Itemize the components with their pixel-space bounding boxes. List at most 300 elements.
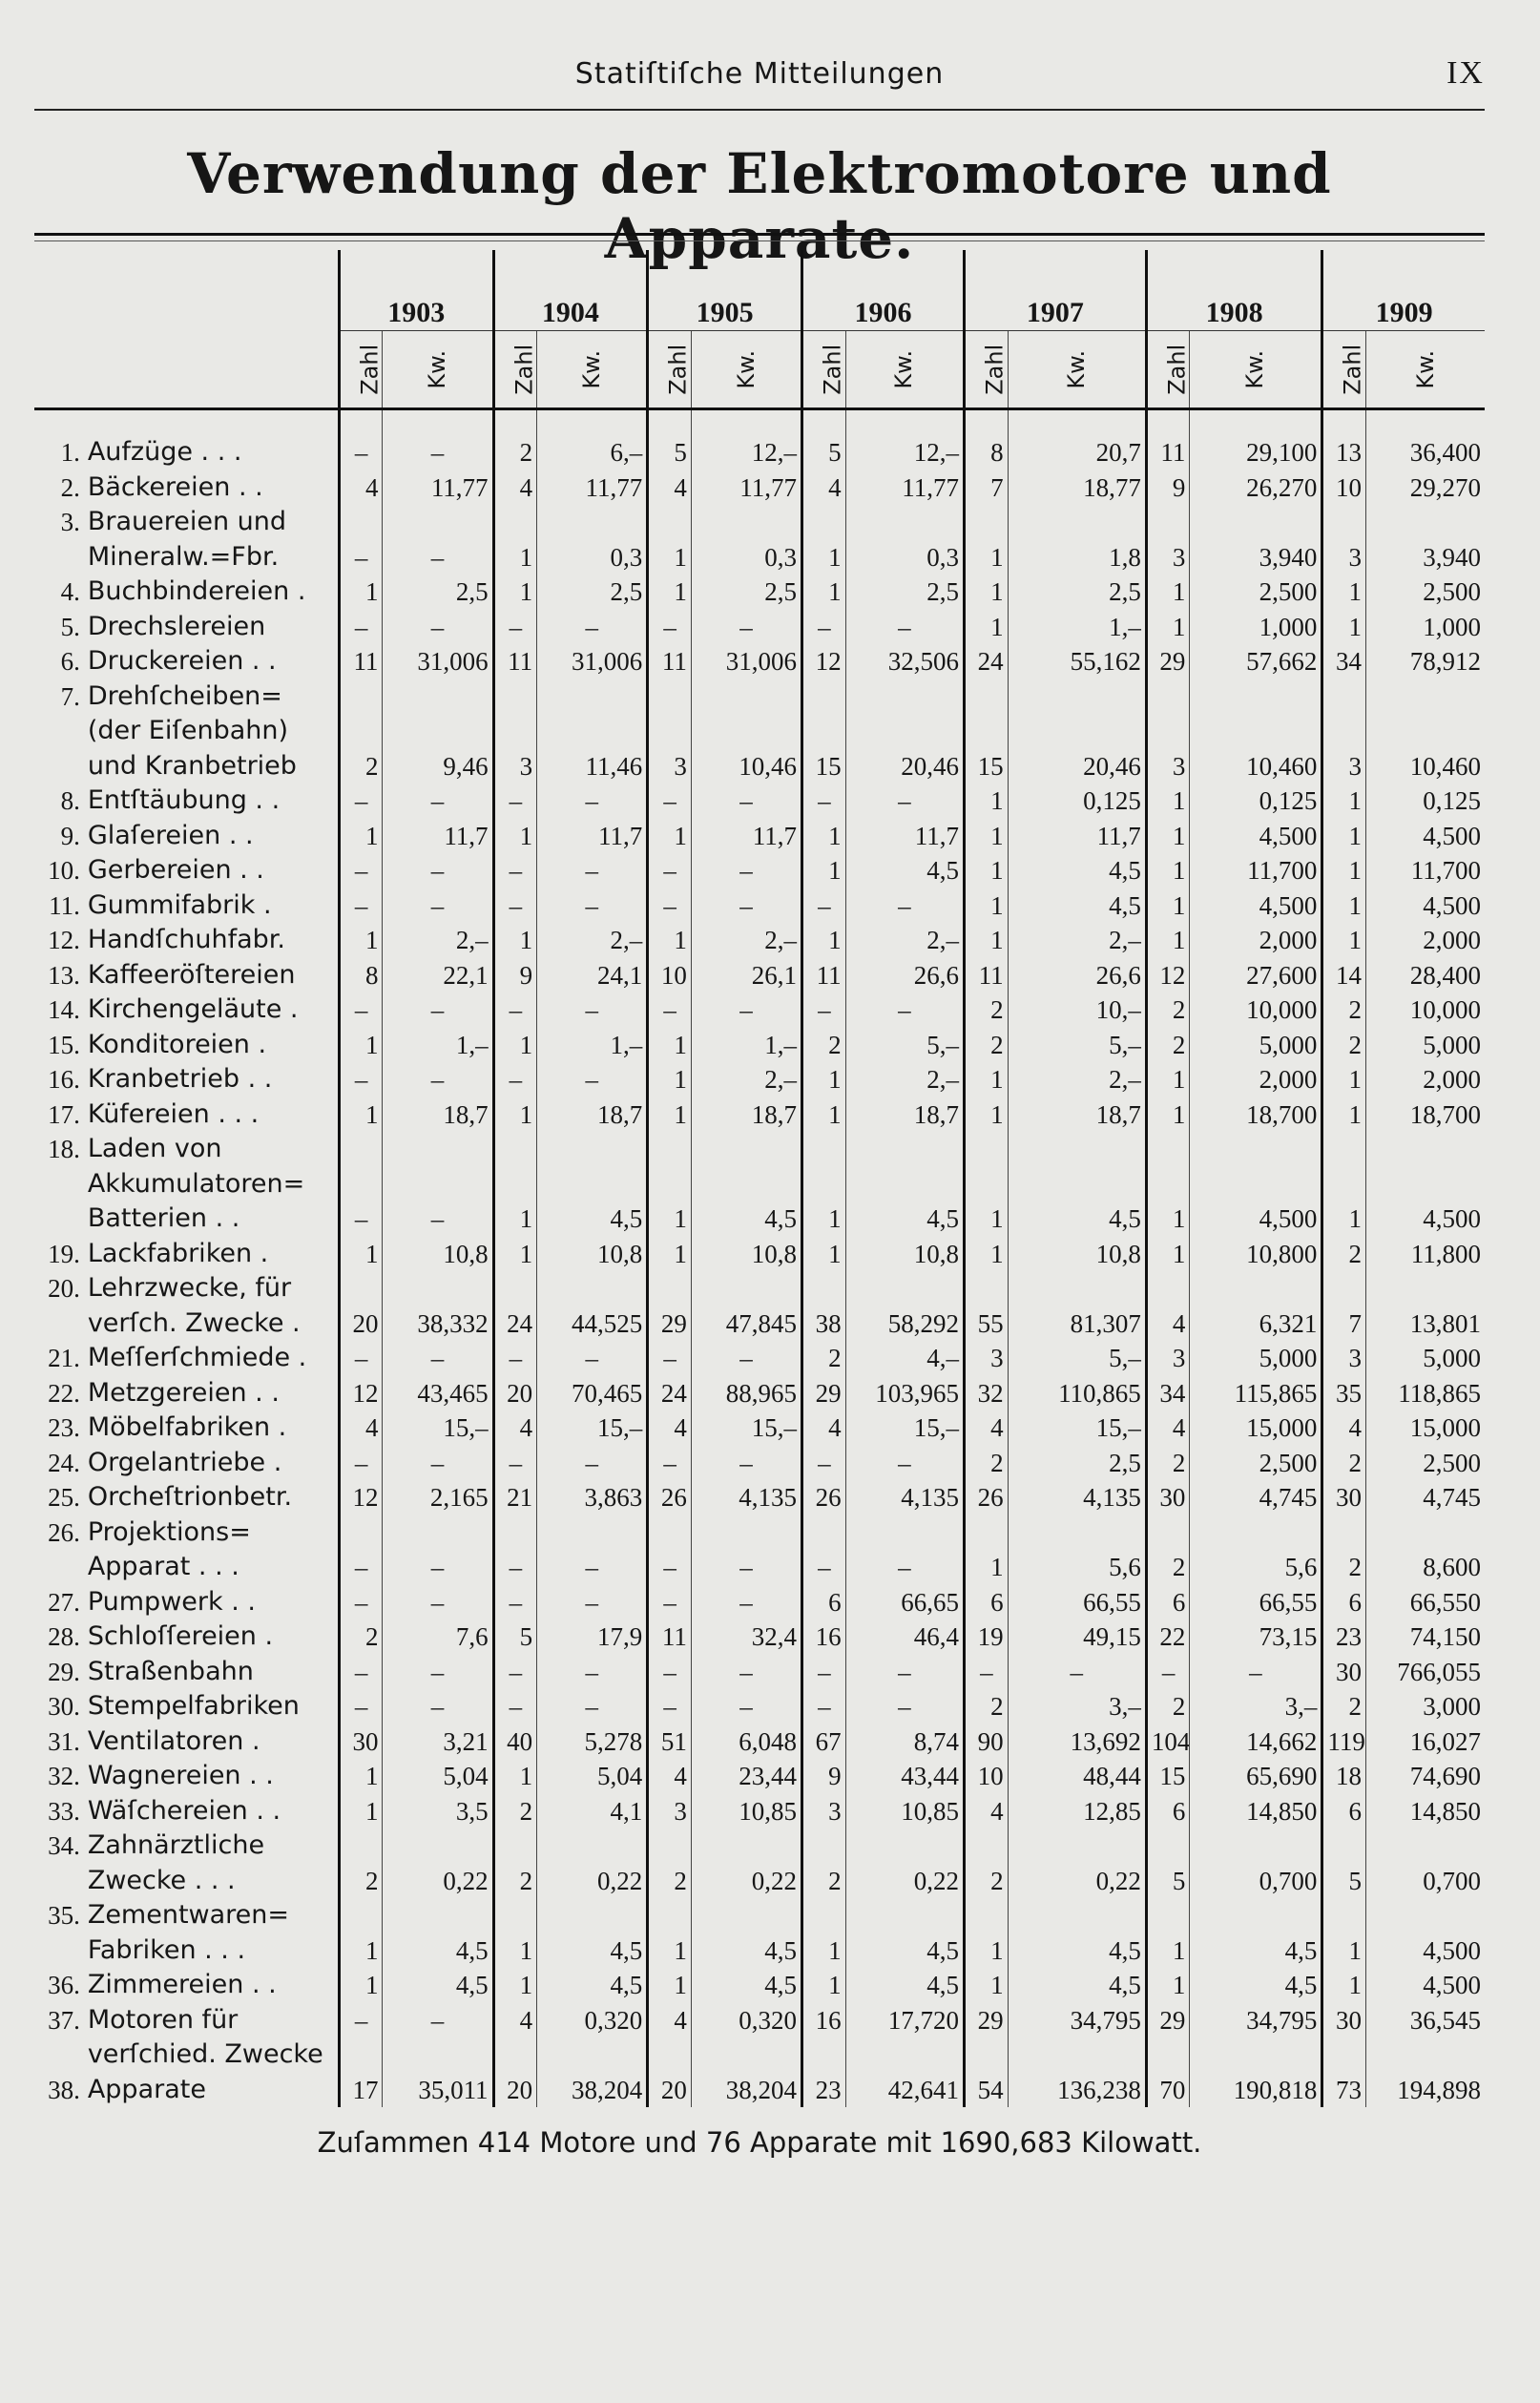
table-row bbox=[34, 1376, 1485, 1411]
count-cell: 1 bbox=[965, 819, 1009, 854]
kw-cell: 18,7 bbox=[537, 1097, 648, 1133]
count-cell: 35 bbox=[1322, 1376, 1366, 1411]
row-label: Motoren für bbox=[87, 2004, 239, 2035]
kw-cell bbox=[691, 1515, 801, 1551]
count-label: Zahl bbox=[1163, 344, 1190, 395]
count-cell: 6 bbox=[1322, 1585, 1366, 1620]
kw-cell: 4,5 bbox=[1008, 1968, 1146, 2003]
kw-cell: 194,898 bbox=[1365, 2073, 1485, 2108]
count-cell bbox=[648, 1167, 692, 1202]
count-cell: 38 bbox=[802, 1306, 846, 1342]
count-cell: 11 bbox=[965, 958, 1009, 993]
row-number: 30. bbox=[48, 1692, 80, 1721]
row-number: 4. bbox=[60, 577, 80, 606]
kw-cell: 4,500 bbox=[1365, 1933, 1485, 1969]
table-row bbox=[34, 1480, 1485, 1515]
kw-cell: 26,270 bbox=[1190, 470, 1322, 506]
row-number: 18. bbox=[48, 1135, 80, 1163]
count-cell: 5 bbox=[648, 435, 692, 470]
row-number: 28. bbox=[48, 1622, 80, 1651]
kw-cell: 11,77 bbox=[845, 470, 964, 506]
count-cell: 6 bbox=[965, 1585, 1009, 1620]
count-cell: 9 bbox=[493, 958, 537, 993]
kw-cell: – bbox=[537, 784, 648, 819]
count-cell bbox=[1322, 1515, 1366, 1551]
kw-cell: 34,795 bbox=[1190, 2003, 1322, 2038]
kw-cell: 1,000 bbox=[1365, 610, 1485, 645]
count-cell: 9 bbox=[1146, 470, 1190, 506]
count-cell bbox=[965, 1167, 1009, 1202]
count-cell: 1 bbox=[493, 575, 537, 610]
count-cell: 12 bbox=[1146, 958, 1190, 993]
count-cell: 4 bbox=[648, 1410, 692, 1446]
kw-cell bbox=[845, 505, 964, 540]
kw-cell: 58,292 bbox=[845, 1306, 964, 1342]
count-cell: 10 bbox=[1322, 470, 1366, 506]
kw-cell: 18,700 bbox=[1365, 1097, 1485, 1133]
kw-cell bbox=[537, 2037, 648, 2073]
kw-cell: – bbox=[537, 1446, 648, 1481]
count-cell: 1 bbox=[802, 1097, 846, 1133]
count-cell bbox=[802, 2037, 846, 2073]
kw-cell: 10,46 bbox=[691, 749, 801, 784]
table-row bbox=[34, 575, 1485, 610]
count-cell: 4 bbox=[802, 1410, 846, 1446]
table-row bbox=[34, 853, 1485, 888]
title-rule-thin bbox=[34, 240, 1485, 241]
kw-cell: 35,011 bbox=[383, 2073, 493, 2108]
count-cell: 1 bbox=[1146, 575, 1190, 610]
count-cell: 2 bbox=[1146, 1689, 1190, 1724]
count-cell: 11 bbox=[339, 644, 383, 679]
kw-cell bbox=[691, 1167, 801, 1202]
count-cell: 1 bbox=[1146, 1933, 1190, 1969]
count-cell: – bbox=[802, 1655, 846, 1690]
kw-cell bbox=[691, 1271, 801, 1306]
kw-cell bbox=[1008, 1515, 1146, 1551]
table-row bbox=[34, 1341, 1485, 1376]
count-cell bbox=[1146, 1132, 1190, 1167]
count-column-header bbox=[493, 331, 537, 409]
kw-cell: 11,77 bbox=[383, 470, 493, 506]
count-cell bbox=[339, 1515, 383, 1551]
kw-cell: 2,– bbox=[383, 923, 493, 958]
count-label: Zahl bbox=[819, 344, 846, 395]
count-cell: 8 bbox=[965, 435, 1009, 470]
count-cell: 2 bbox=[965, 1446, 1009, 1481]
count-cell bbox=[802, 1167, 846, 1202]
count-cell: 17 bbox=[339, 2073, 383, 2108]
count-cell: 16 bbox=[802, 1619, 846, 1655]
count-cell: – bbox=[493, 1341, 537, 1376]
count-cell: 73 bbox=[1322, 2073, 1366, 2108]
kw-cell: 29,100 bbox=[1190, 435, 1322, 470]
kw-cell bbox=[537, 1271, 648, 1306]
count-cell: 6 bbox=[1322, 1794, 1366, 1829]
table-row bbox=[34, 1515, 1485, 1551]
count-cell: – bbox=[648, 1550, 692, 1585]
kw-cell bbox=[1365, 679, 1485, 715]
kw-cell: 15,– bbox=[383, 1410, 493, 1446]
kw-cell: 46,4 bbox=[845, 1619, 964, 1655]
row-label: Zimmereien . . bbox=[87, 1970, 277, 1999]
count-cell: 3 bbox=[1322, 749, 1366, 784]
count-cell bbox=[802, 679, 846, 715]
count-cell: 1 bbox=[1322, 575, 1366, 610]
row-number: 25. bbox=[48, 1483, 80, 1512]
kw-cell: – bbox=[383, 1585, 493, 1620]
count-column-header bbox=[965, 331, 1009, 409]
table-header bbox=[34, 250, 1485, 409]
kw-cell: 0,22 bbox=[1008, 1864, 1146, 1899]
kw-cell bbox=[383, 1132, 493, 1167]
kw-cell: 5,000 bbox=[1365, 1341, 1485, 1376]
kw-cell bbox=[845, 1132, 964, 1167]
year-header: 1903 bbox=[339, 250, 493, 331]
row-label: Handſchuhfabr. bbox=[87, 925, 286, 954]
kw-cell bbox=[537, 679, 648, 715]
kw-cell: 24,1 bbox=[537, 958, 648, 993]
kw-cell: 20,46 bbox=[1008, 749, 1146, 784]
count-cell: – bbox=[339, 2003, 383, 2038]
count-cell: – bbox=[493, 1689, 537, 1724]
count-cell: – bbox=[339, 853, 383, 888]
kw-cell: 27,600 bbox=[1190, 958, 1322, 993]
kw-cell: 49,15 bbox=[1008, 1619, 1146, 1655]
row-label: verſch. Zwecke . bbox=[87, 1307, 301, 1338]
row-label: Gummifabrik . bbox=[87, 889, 272, 920]
kw-cell: 36,400 bbox=[1365, 435, 1485, 470]
row-number: 17. bbox=[48, 1099, 80, 1129]
count-cell: 1 bbox=[493, 1202, 537, 1237]
count-cell: 23 bbox=[802, 2073, 846, 2108]
kw-cell: 4,5 bbox=[537, 1933, 648, 1969]
count-cell bbox=[802, 1515, 846, 1551]
kw-cell bbox=[1190, 679, 1322, 715]
count-cell: 3 bbox=[1146, 540, 1190, 575]
count-cell: 26 bbox=[802, 1480, 846, 1515]
count-cell: 1 bbox=[648, 1097, 692, 1133]
count-cell: – bbox=[802, 888, 846, 924]
count-cell: 2 bbox=[1322, 1028, 1366, 1063]
kw-cell: – bbox=[383, 993, 493, 1028]
row-number: 12. bbox=[48, 926, 80, 954]
kw-cell: 14,850 bbox=[1365, 1794, 1485, 1829]
count-cell: 7 bbox=[965, 470, 1009, 506]
kw-cell: 10,8 bbox=[691, 1237, 801, 1272]
count-cell bbox=[802, 1132, 846, 1167]
count-column-header bbox=[648, 331, 692, 409]
kw-cell: 11,700 bbox=[1365, 853, 1485, 888]
kw-cell: 3,940 bbox=[1190, 540, 1322, 575]
count-cell bbox=[339, 679, 383, 715]
kw-cell bbox=[383, 2037, 493, 2073]
kw-cell bbox=[537, 1167, 648, 1202]
kw-cell bbox=[1365, 2037, 1485, 2073]
kw-label: Kw. bbox=[1241, 349, 1269, 389]
count-cell: 30 bbox=[339, 1724, 383, 1760]
row-number: 26. bbox=[48, 1517, 80, 1547]
kw-cell: 5,000 bbox=[1190, 1341, 1322, 1376]
count-cell: 2 bbox=[493, 1864, 537, 1899]
row-label: Kaffeeröſtereien bbox=[87, 959, 296, 990]
kw-cell: – bbox=[537, 1341, 648, 1376]
kw-cell bbox=[1008, 1828, 1146, 1864]
kw-cell bbox=[1365, 1828, 1485, 1864]
count-cell: 15 bbox=[802, 749, 846, 784]
count-cell: 1 bbox=[965, 1062, 1009, 1097]
count-cell bbox=[802, 1828, 846, 1864]
table-row bbox=[34, 1619, 1485, 1655]
row-number: 3. bbox=[60, 508, 80, 536]
kw-cell bbox=[1365, 1898, 1485, 1933]
count-cell: – bbox=[648, 993, 692, 1028]
row-label: Ventilatoren . bbox=[87, 1725, 260, 1756]
kw-cell bbox=[845, 2037, 964, 2073]
kw-cell: 4,5 bbox=[691, 1968, 801, 2003]
kw-cell bbox=[1365, 1515, 1485, 1551]
count-cell bbox=[1146, 1271, 1190, 1306]
count-cell bbox=[493, 505, 537, 540]
table-row bbox=[34, 1062, 1485, 1097]
count-cell: 1 bbox=[965, 1237, 1009, 1272]
kw-cell: – bbox=[691, 993, 801, 1028]
kw-cell: 11,77 bbox=[691, 470, 801, 506]
count-cell: – bbox=[339, 540, 383, 575]
kw-cell: – bbox=[1190, 1655, 1322, 1690]
kw-cell bbox=[1008, 679, 1146, 715]
count-cell: 4 bbox=[802, 470, 846, 506]
kw-cell bbox=[1365, 1167, 1485, 1202]
table-row bbox=[34, 1306, 1485, 1342]
count-cell: 2 bbox=[1322, 993, 1366, 1028]
kw-cell: 31,006 bbox=[383, 644, 493, 679]
count-cell: – bbox=[648, 784, 692, 819]
kw-cell bbox=[691, 505, 801, 540]
row-label: Glaſereien . . bbox=[87, 820, 254, 850]
kw-cell: 1,– bbox=[383, 1028, 493, 1063]
count-cell: 30 bbox=[1146, 1480, 1190, 1515]
count-cell: 1 bbox=[339, 923, 383, 958]
table-row bbox=[34, 749, 1485, 784]
page-title: Verwendung der Elektromotore und Apparate. bbox=[187, 141, 1332, 271]
kw-cell: 10,8 bbox=[1008, 1237, 1146, 1272]
count-cell: 1 bbox=[802, 1968, 846, 2003]
kw-label: Kw. bbox=[577, 349, 605, 389]
row-label: Gerbereien . . bbox=[87, 855, 264, 885]
count-cell bbox=[965, 679, 1009, 715]
kw-cell bbox=[691, 2037, 801, 2073]
count-cell: 26 bbox=[965, 1480, 1009, 1515]
count-cell: 1 bbox=[648, 819, 692, 854]
count-cell: 4 bbox=[1322, 1410, 1366, 1446]
table-row bbox=[34, 1794, 1485, 1829]
count-cell bbox=[1322, 1132, 1366, 1167]
row-number: 34. bbox=[48, 1831, 80, 1860]
kw-cell: 4,5 bbox=[1008, 888, 1146, 924]
kw-cell: 3,– bbox=[1008, 1689, 1146, 1724]
count-cell: – bbox=[802, 784, 846, 819]
kw-cell: 38,204 bbox=[537, 2073, 648, 2108]
kw-cell bbox=[383, 1271, 493, 1306]
count-cell bbox=[1146, 1167, 1190, 1202]
row-number: 20. bbox=[48, 1274, 80, 1303]
row-label: Laden von bbox=[87, 1134, 222, 1163]
row-number: 29. bbox=[48, 1657, 80, 1686]
kw-cell: 10,8 bbox=[845, 1237, 964, 1272]
count-cell: 104 bbox=[1146, 1724, 1190, 1760]
kw-cell: 4,5 bbox=[1008, 1933, 1146, 1969]
count-cell: – bbox=[493, 610, 537, 645]
count-cell bbox=[1146, 1828, 1190, 1864]
row-number: 24. bbox=[48, 1448, 80, 1477]
count-cell: 5 bbox=[493, 1619, 537, 1655]
count-cell: 1 bbox=[648, 1968, 692, 2003]
count-cell: 1 bbox=[1322, 1097, 1366, 1133]
kw-cell: 4,5 bbox=[1008, 1202, 1146, 1237]
count-cell: 11 bbox=[802, 958, 846, 993]
count-cell: 24 bbox=[648, 1376, 692, 1411]
kw-cell: 18,7 bbox=[691, 1097, 801, 1133]
count-cell: 1 bbox=[1146, 923, 1190, 958]
count-cell bbox=[965, 1271, 1009, 1306]
count-cell: 3 bbox=[1322, 540, 1366, 575]
count-cell: – bbox=[648, 1655, 692, 1690]
kw-cell: 34,795 bbox=[1008, 2003, 1146, 2038]
count-cell bbox=[802, 1898, 846, 1933]
count-column-header bbox=[1322, 331, 1366, 409]
row-number bbox=[34, 1933, 84, 1969]
kw-cell: 5,– bbox=[845, 1028, 964, 1063]
kw-cell: 4,135 bbox=[845, 1480, 964, 1515]
count-cell: 6 bbox=[802, 1585, 846, 1620]
count-cell: 3 bbox=[1322, 1341, 1366, 1376]
count-cell: 1 bbox=[1322, 1202, 1366, 1237]
kw-cell: 5,6 bbox=[1008, 1550, 1146, 1585]
kw-cell: 15,– bbox=[1008, 1410, 1146, 1446]
count-cell: 1 bbox=[965, 1097, 1009, 1133]
kw-cell bbox=[1008, 2037, 1146, 2073]
kw-cell: 4,5 bbox=[1190, 1968, 1322, 2003]
count-cell: 3 bbox=[648, 749, 692, 784]
count-cell: 2 bbox=[1146, 993, 1190, 1028]
kw-cell: 2,5 bbox=[691, 575, 801, 610]
count-cell: 26 bbox=[648, 1480, 692, 1515]
table-row bbox=[34, 505, 1485, 540]
kw-cell: 20,46 bbox=[845, 749, 964, 784]
count-cell: 2 bbox=[965, 1028, 1009, 1063]
year-header: 1908 bbox=[1146, 250, 1322, 331]
count-cell bbox=[1146, 1898, 1190, 1933]
count-cell bbox=[648, 1132, 692, 1167]
count-cell bbox=[648, 505, 692, 540]
kw-cell bbox=[537, 1132, 648, 1167]
kw-cell: 74,150 bbox=[1365, 1619, 1485, 1655]
kw-cell: – bbox=[383, 853, 493, 888]
count-cell: 1 bbox=[1322, 1062, 1366, 1097]
count-cell: 1 bbox=[648, 923, 692, 958]
count-cell: 34 bbox=[1146, 1376, 1190, 1411]
count-cell: 1 bbox=[1322, 923, 1366, 958]
kw-cell: 103,965 bbox=[845, 1376, 964, 1411]
kw-cell: – bbox=[691, 1341, 801, 1376]
kw-cell: – bbox=[691, 888, 801, 924]
row-label: Mineralw.=Fbr. bbox=[87, 541, 280, 572]
count-cell: 70 bbox=[1146, 2073, 1190, 2108]
count-cell: 1 bbox=[965, 784, 1009, 819]
kw-cell bbox=[1365, 1132, 1485, 1167]
kw-cell: 11,77 bbox=[537, 470, 648, 506]
table-row bbox=[34, 1724, 1485, 1760]
kw-cell: – bbox=[691, 784, 801, 819]
count-cell: 1 bbox=[1146, 853, 1190, 888]
table-row bbox=[34, 1097, 1485, 1133]
count-cell: – bbox=[493, 853, 537, 888]
kw-cell: 0,320 bbox=[537, 2003, 648, 2038]
count-column-header bbox=[802, 331, 846, 409]
kw-cell: 3,000 bbox=[1365, 1689, 1485, 1724]
kw-cell: 0,22 bbox=[845, 1864, 964, 1899]
count-cell: 16 bbox=[802, 2003, 846, 2038]
count-cell: 1 bbox=[339, 1794, 383, 1829]
kw-cell: 4,500 bbox=[1365, 819, 1485, 854]
count-cell: 34 bbox=[1322, 644, 1366, 679]
row-number: 13. bbox=[48, 960, 80, 990]
count-cell bbox=[1146, 505, 1190, 540]
kw-column-header bbox=[845, 331, 964, 409]
count-cell bbox=[1322, 714, 1366, 749]
kw-cell: 2,500 bbox=[1365, 1446, 1485, 1481]
count-cell: 9 bbox=[802, 1759, 846, 1794]
row-label: Lehrzwecke, für bbox=[87, 1273, 292, 1303]
table-row bbox=[34, 2073, 1485, 2108]
kw-cell: 4,– bbox=[845, 1341, 964, 1376]
kw-cell: 2,– bbox=[845, 1062, 964, 1097]
count-cell: 2 bbox=[1146, 1446, 1190, 1481]
kw-cell: 6,321 bbox=[1190, 1306, 1322, 1342]
row-number: 35. bbox=[48, 1901, 80, 1930]
kw-cell: 4,5 bbox=[1190, 1933, 1322, 1969]
count-cell bbox=[1322, 1898, 1366, 1933]
kw-column-header bbox=[537, 331, 648, 409]
count-cell bbox=[339, 505, 383, 540]
kw-cell: 115,865 bbox=[1190, 1376, 1322, 1411]
kw-cell: 18,700 bbox=[1190, 1097, 1322, 1133]
count-cell: 1 bbox=[339, 1097, 383, 1133]
kw-cell: 0,22 bbox=[383, 1864, 493, 1899]
kw-cell: 4,5 bbox=[845, 853, 964, 888]
table-row bbox=[34, 819, 1485, 854]
count-cell: 1 bbox=[965, 575, 1009, 610]
row-number: 8. bbox=[60, 786, 80, 815]
count-cell: 30 bbox=[1322, 2003, 1366, 2038]
kw-cell: – bbox=[845, 610, 964, 645]
count-cell: 4 bbox=[648, 2003, 692, 2038]
kw-cell bbox=[845, 1271, 964, 1306]
count-cell: – bbox=[339, 1062, 383, 1097]
kw-label: Kw. bbox=[732, 349, 760, 389]
count-cell: – bbox=[493, 1062, 537, 1097]
kw-cell: 0,125 bbox=[1365, 784, 1485, 819]
count-cell bbox=[648, 1271, 692, 1306]
count-cell: 1 bbox=[965, 853, 1009, 888]
kw-cell: 42,641 bbox=[845, 2073, 964, 2108]
table-row bbox=[34, 1689, 1485, 1724]
count-cell bbox=[1322, 1828, 1366, 1864]
count-cell: 54 bbox=[965, 2073, 1009, 2108]
kw-cell: 26,1 bbox=[691, 958, 801, 993]
count-cell: 2 bbox=[965, 993, 1009, 1028]
